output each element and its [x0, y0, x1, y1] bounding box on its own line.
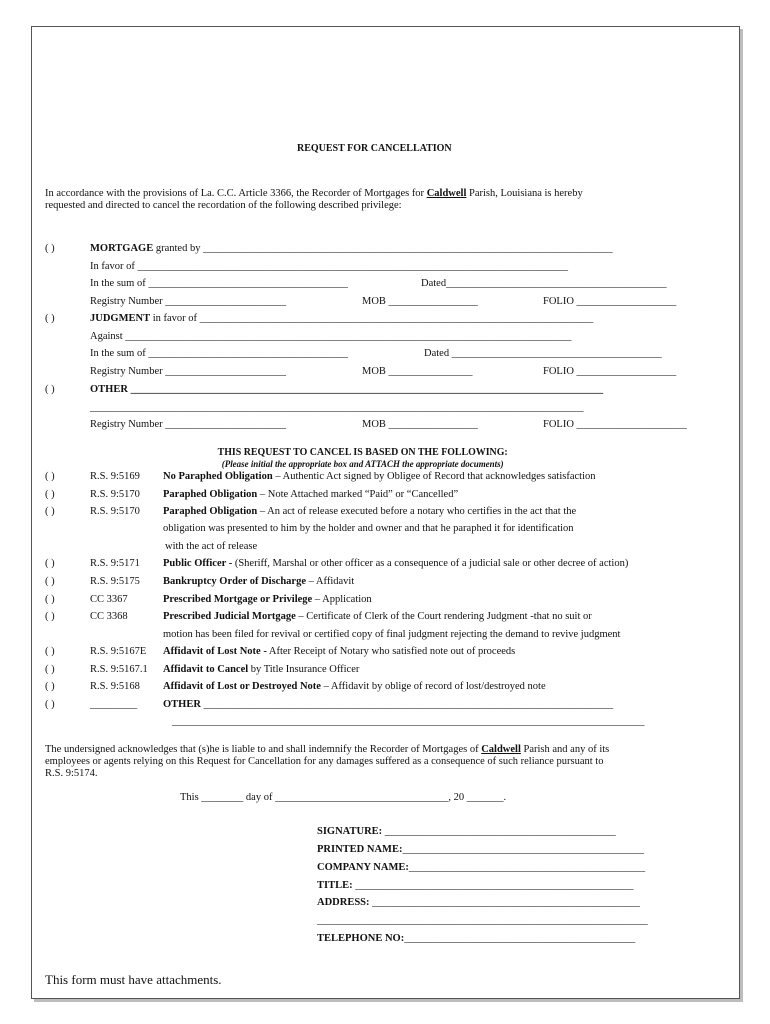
basis-heading: THIS REQUEST TO CANCEL IS BASED ON THE FOLLOWING:: [217, 447, 508, 458]
item-description: Prescribed Mortgage or Privilege – Application: [163, 594, 372, 605]
mortgage-registry-number[interactable]: Registry Number _______________________: [90, 296, 286, 307]
mortgage-checkbox[interactable]: ( ): [45, 243, 55, 254]
item-description-continued: obligation was presented to him by the holder and owner and that he paraphed it for identification: [163, 523, 574, 534]
indemnity-line-3: R.S. 9:5174.: [45, 768, 98, 779]
item-code: CC 3367: [90, 594, 128, 605]
date-line[interactable]: This ________ day of _________________________________, 20 _______.: [180, 792, 507, 803]
mortgage-folio[interactable]: FOLIO ___________________: [543, 296, 677, 307]
item-description: Bankruptcy Order of Discharge – Affidavit: [163, 576, 355, 587]
other-line-2[interactable]: ______________________________________________________________________________________________: [90, 402, 584, 413]
item-description: Prescribed Judicial Mortgage – Certificate of Clerk of the Court rendering Judgment -that no suit or: [163, 611, 592, 622]
other-basis-line[interactable]: OTHER ______________________________________________________________________________: [163, 699, 614, 710]
indemnity-line-2: employees or agents relying on this Request for Cancellation for any damages suffered as a consequence of such reliance pursuant to: [45, 756, 604, 767]
other-checkbox[interactable]: ( ): [45, 384, 55, 395]
item-description: No Paraphed Obligation – Authentic Act signed by Obligee of Record that acknowledges satisfaction: [163, 471, 596, 482]
item-checkbox[interactable]: ( ): [45, 471, 55, 482]
item-code: R.S. 9:5170: [90, 489, 140, 500]
item-description: Public Officer - (Sheriff, Marshal or other officer as a consequence of a judicial sale or other decree of action): [163, 558, 629, 569]
item-checkbox[interactable]: ( ): [45, 489, 55, 500]
other-line-1[interactable]: OTHER __________________________________________________________________________________________: [90, 384, 604, 395]
basis-subheading: (Please initial the appropriate box and ATTACH the appropriate documents): [221, 460, 504, 470]
item-code: R.S. 9:5171: [90, 558, 140, 569]
item-code: R.S. 9:5175: [90, 576, 140, 587]
mortgage-sum[interactable]: In the sum of ______________________________________: [90, 278, 348, 289]
item-checkbox[interactable]: ( ): [45, 594, 55, 605]
item-checkbox[interactable]: ( ): [45, 699, 55, 710]
printed-name-field[interactable]: PRINTED NAME:______________________________________________: [317, 844, 644, 855]
item-checkbox[interactable]: ( ): [45, 646, 55, 657]
judgment-folio[interactable]: FOLIO ___________________: [543, 366, 677, 377]
item-description: Paraphed Obligation – An act of release executed before a notary who certifies in the act that the: [163, 506, 577, 517]
other-mob[interactable]: MOB _________________: [362, 419, 478, 430]
item-description: Paraphed Obligation – Note Attached marked “Paid” or “Cancelled”: [163, 489, 459, 500]
address-field-line-2[interactable]: _______________________________________________________________: [317, 915, 648, 926]
other-basis-line-2[interactable]: __________________________________________________________________________________________: [172, 716, 645, 727]
item-code: R.S. 9:5170: [90, 506, 140, 517]
judgment-against[interactable]: Against _____________________________________________________________________________________: [90, 331, 572, 342]
intro-line-1: In accordance with the provisions of La. C.C. Article 3366, the Recorder of Mortgages for Caldwell Parish, Louisiana is hereby: [45, 188, 583, 199]
item-code: R.S. 9:5169: [90, 471, 140, 482]
telephone-field[interactable]: TELEPHONE NO:____________________________________________: [317, 933, 636, 944]
item-code: R.S. 9:5168: [90, 681, 140, 692]
item-code: R.S. 9:5167E: [90, 646, 147, 657]
item-checkbox[interactable]: ( ): [45, 558, 55, 569]
item-description: Affidavit of Lost Note - After Receipt of Notary who satisfied note out of proceeds: [163, 646, 516, 657]
item-description: Affidavit to Cancel by Title Insurance Officer: [163, 664, 360, 675]
item-checkbox[interactable]: ( ): [45, 576, 55, 587]
company-name-field[interactable]: COMPANY NAME:_____________________________________________: [317, 862, 646, 873]
parish-name: Caldwell: [481, 744, 521, 755]
item-description: Affidavit of Lost or Destroyed Note – Affidavit by oblige of record of lost/destroyed note: [163, 681, 546, 692]
mortgage-dated[interactable]: Dated__________________________________________: [421, 278, 667, 289]
attachments-note: This form must have attachments.: [45, 972, 222, 987]
title-field[interactable]: TITLE: _____________________________________________________: [317, 880, 634, 891]
judgment-in-favor-of[interactable]: JUDGMENT in favor of ___________________________________________________________________________: [90, 313, 594, 324]
judgment-dated[interactable]: Dated ________________________________________: [424, 348, 662, 359]
item-code: CC 3368: [90, 611, 128, 622]
indemnity-line-1: The undersigned acknowledges that (s)he is liable to and shall indemnify the Recorder of Mortgages of Caldwell Parish and any of its: [45, 744, 610, 755]
judgment-checkbox[interactable]: ( ): [45, 313, 55, 324]
form-title: REQUEST FOR CANCELLATION: [297, 143, 452, 154]
judgment-registry-number[interactable]: Registry Number _______________________: [90, 366, 286, 377]
item-description-continued: with the act of release: [165, 541, 258, 552]
mortgage-granted-by[interactable]: MORTGAGE granted by ______________________________________________________________________________: [90, 243, 613, 254]
item-checkbox[interactable]: ( ): [45, 506, 55, 517]
judgment-sum[interactable]: In the sum of ______________________________________: [90, 348, 348, 359]
item-checkbox[interactable]: ( ): [45, 681, 55, 692]
mortgage-in-favor-of[interactable]: In favor of __________________________________________________________________________________: [90, 261, 569, 272]
judgment-mob[interactable]: MOB ________________: [362, 366, 473, 377]
other-registry-number[interactable]: Registry Number _______________________: [90, 419, 286, 430]
address-field[interactable]: ADDRESS: ___________________________________________________: [317, 897, 640, 908]
item-checkbox[interactable]: ( ): [45, 664, 55, 675]
intro-line-2: requested and directed to cancel the recordation of the following described privilege:: [45, 200, 402, 211]
item-code: R.S. 9:5167.1: [90, 664, 148, 675]
mortgage-mob[interactable]: MOB _________________: [362, 296, 478, 307]
signature-field[interactable]: SIGNATURE: ____________________________________________: [317, 826, 616, 837]
other-initial-line[interactable]: _________: [90, 699, 138, 710]
parish-name: Caldwell: [426, 188, 467, 199]
item-description-continued: motion has been filed for revival or certified copy of final judgment rejecting the demand to revive judgment: [163, 629, 621, 640]
other-folio[interactable]: FOLIO _____________________: [543, 419, 687, 430]
item-checkbox[interactable]: ( ): [45, 611, 55, 622]
